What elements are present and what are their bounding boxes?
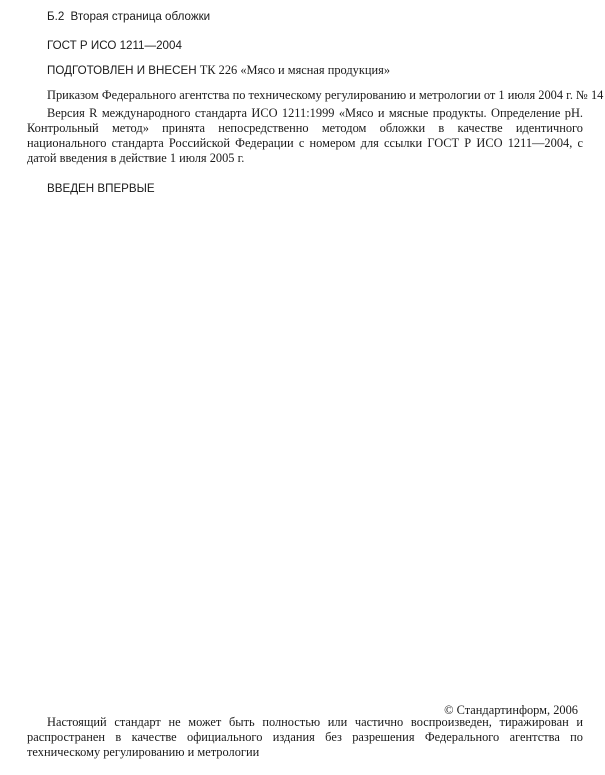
version-paragraph: Версия R международного стандарта ИСО 1211:1999 «Мясо и мясные продукты. Определение рН. Контрольный метод» принята непосредственно методом обложки в качестве идентичного национального стандарта Российской Федерации с номером для ссылки ГОСТ Р ИСО 1211—2004, с датой введения в действие 1 июля 2005 г. xyxy=(27,106,583,165)
section-number: Б.2 xyxy=(47,10,65,23)
section-title: Вторая страница обложки xyxy=(70,10,211,23)
prepared-label: ПОДГОТОВЛЕН И ВНЕСЕН xyxy=(47,64,197,77)
standard-designation: ГОСТ Р ИСО 1211—2004 xyxy=(47,39,182,52)
introduced-first-time: ВВЕДЕН ВПЕРВЫЕ xyxy=(47,182,155,195)
prepared-line xyxy=(47,63,390,78)
section-heading xyxy=(47,9,210,24)
copyright: © Стандартинформ, 2006 xyxy=(444,703,578,717)
reproduction-notice: Настоящий стандарт не может быть полностью или частично воспроизведен, тиражирован и распространен в качестве официального издания без разрешения Федерального агентства по техническому регулированию и метрологии xyxy=(27,715,583,759)
prepared-committee: ТК 226 «Мясо и мясная продукция» xyxy=(199,63,391,77)
approval-order: Приказом Федерального агентства по техническому регулированию и метрологии от 1 июля 2004 г. № 14 xyxy=(47,88,604,102)
